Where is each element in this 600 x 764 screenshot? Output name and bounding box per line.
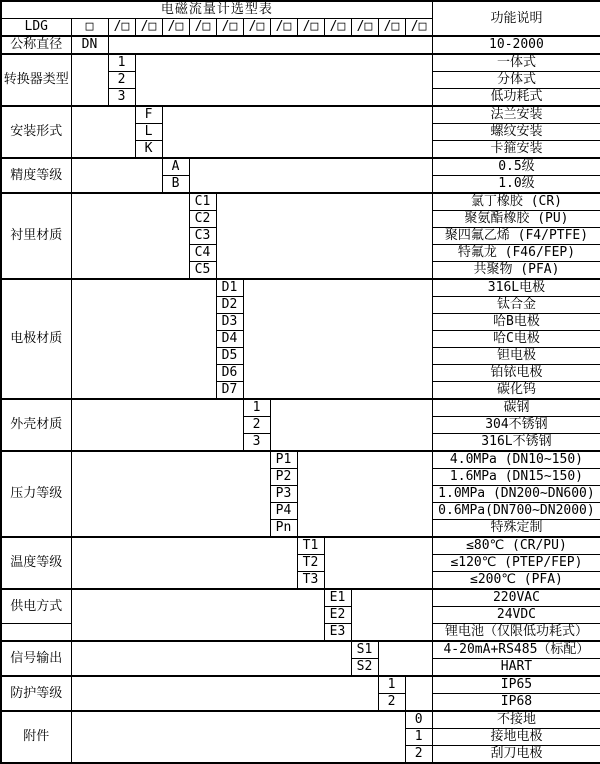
category-label: 外壳材质 xyxy=(1,399,71,451)
function-desc-cell: 共聚物 (PFA) xyxy=(432,262,600,280)
code-cell: D3 xyxy=(216,314,243,331)
code-cell: C1 xyxy=(189,193,216,211)
spacer-cell-right xyxy=(216,193,432,279)
selection-table-body xyxy=(1,1,600,763)
function-desc-cell: ≤120℃ (PTEP/FEP) xyxy=(432,555,600,572)
function-desc-cell: 316L不锈钢 xyxy=(432,434,600,452)
function-desc-cell: 钛合金 xyxy=(432,297,600,314)
code-cell: D2 xyxy=(216,297,243,314)
model-slot-cell: /□ xyxy=(270,19,297,37)
category-label: 压力等级 xyxy=(1,451,71,537)
spacer-cell-right xyxy=(270,399,432,451)
function-desc-cell: 接地电极 xyxy=(432,729,600,746)
model-slot-cell: /□ xyxy=(297,19,324,37)
code-cell: A xyxy=(162,158,189,176)
spacer-cell-right xyxy=(189,158,432,193)
code-cell: 3 xyxy=(243,434,270,452)
model-slot-cell: /□ xyxy=(135,19,162,37)
function-desc-cell: 4-20mA+RS485（标配） xyxy=(432,641,600,659)
spacer-cell-right xyxy=(243,279,432,399)
function-desc-cell: 24VDC xyxy=(432,607,600,624)
code-cell: 3 xyxy=(108,89,135,107)
spacer-cell-right xyxy=(378,641,432,676)
model-slot-cell: /□ xyxy=(162,19,189,37)
function-desc-cell: 1.0MPa (DN200~DN600) xyxy=(432,486,600,503)
code-cell: C3 xyxy=(189,228,216,245)
category-label: 供电方式 xyxy=(1,589,71,624)
code-cell: E3 xyxy=(324,624,351,642)
function-desc-cell: HART xyxy=(432,659,600,677)
code-cell: T3 xyxy=(297,572,324,590)
code-cell: E2 xyxy=(324,607,351,624)
code-cell: Pn xyxy=(270,520,297,538)
function-desc-cell: 钽电极 xyxy=(432,348,600,365)
spacer-cell-right xyxy=(351,589,432,641)
category-label: 附件 xyxy=(1,711,71,763)
function-desc-cell: 1.6MPa (DN15~150) xyxy=(432,469,600,486)
spacer-cell-left xyxy=(71,279,216,399)
model-slot-cell: /□ xyxy=(189,19,216,37)
function-desc-cell: 螺纹安装 xyxy=(432,124,600,141)
code-cell: S1 xyxy=(351,641,378,659)
function-desc-cell: 法兰安装 xyxy=(432,106,600,124)
function-desc-cell: 刮刀电极 xyxy=(432,746,600,764)
code-cell: E1 xyxy=(324,589,351,607)
spacer-cell-right xyxy=(324,537,432,589)
function-desc-cell: 304不锈钢 xyxy=(432,417,600,434)
function-desc-cell: ≤80℃ (CR/PU) xyxy=(432,537,600,555)
code-cell: P2 xyxy=(270,469,297,486)
function-desc-cell: 1.0级 xyxy=(432,176,600,194)
spacer-cell-left xyxy=(71,399,243,451)
function-desc-cell: 特殊定制 xyxy=(432,520,600,538)
code-cell: 0 xyxy=(405,711,432,729)
spacer-cell-left xyxy=(71,676,378,711)
function-desc-cell: 锂电池（仅限低功耗式） xyxy=(432,624,600,642)
function-desc-cell: 哈C电极 xyxy=(432,331,600,348)
spacer-cell-right xyxy=(405,676,432,711)
code-cell: 2 xyxy=(243,417,270,434)
spacer-cell-left xyxy=(71,537,297,589)
function-desc-cell: ≤200℃ (PFA) xyxy=(432,572,600,590)
code-cell: 1 xyxy=(108,54,135,72)
function-desc-cell: IP65 xyxy=(432,676,600,694)
function-desc-cell: 氯丁橡胶 (CR) xyxy=(432,193,600,211)
category-label: 公称直径 xyxy=(1,36,71,54)
code-cell: 2 xyxy=(405,746,432,764)
code-cell: D5 xyxy=(216,348,243,365)
function-desc-cell: 碳钢 xyxy=(432,399,600,417)
spacer-cell-left xyxy=(71,711,405,763)
spacer-cell-left xyxy=(71,106,135,158)
function-desc-cell: 316L电极 xyxy=(432,279,600,297)
category-label: 转换器类型 xyxy=(1,54,71,106)
code-cell: T2 xyxy=(297,555,324,572)
spacer-cell-left xyxy=(71,589,324,641)
code-cell: L xyxy=(135,124,162,141)
spacer-cell-right xyxy=(162,106,432,158)
model-slot-cell: /□ xyxy=(324,19,351,37)
code-cell: F xyxy=(135,106,162,124)
category-label: 安装形式 xyxy=(1,106,71,158)
code-cell: K xyxy=(135,141,162,159)
code-cell: C4 xyxy=(189,245,216,262)
category-label: 电极材质 xyxy=(1,279,71,399)
spacer-cell-left xyxy=(71,193,189,279)
function-desc-cell: 不接地 xyxy=(432,711,600,729)
code-cell: B xyxy=(162,176,189,194)
function-desc-cell: 铂铱电极 xyxy=(432,365,600,382)
code-cell: D4 xyxy=(216,331,243,348)
code-cell: S2 xyxy=(351,659,378,677)
model-slot-cell: /□ xyxy=(216,19,243,37)
function-column-header: 功能说明 xyxy=(432,1,600,36)
function-desc-cell: 分体式 xyxy=(432,72,600,89)
spacer-cell-left xyxy=(71,158,162,193)
category-label: 精度等级 xyxy=(1,158,71,193)
function-desc-cell: 0.5级 xyxy=(432,158,600,176)
function-desc-cell: 特氟龙 (F46/FEP) xyxy=(432,245,600,262)
code-cell: D7 xyxy=(216,382,243,400)
code-cell: 1 xyxy=(405,729,432,746)
code-cell: T1 xyxy=(297,537,324,555)
code-cell: C2 xyxy=(189,211,216,228)
category-label: 防护等级 xyxy=(1,676,71,711)
code-cell: 2 xyxy=(108,72,135,89)
model-box-cell: □ xyxy=(71,19,108,37)
function-desc-cell: 碳化钨 xyxy=(432,382,600,400)
spacer-cell-right xyxy=(135,54,432,106)
model-slot-cell: /□ xyxy=(351,19,378,37)
code-cell: DN xyxy=(71,36,108,54)
empty-label-cell xyxy=(1,624,71,642)
function-desc-cell: 4.0MPa (DN10~150) xyxy=(432,451,600,469)
function-desc-cell: IP68 xyxy=(432,694,600,712)
code-cell: P3 xyxy=(270,486,297,503)
spacer-cell-left xyxy=(71,641,351,676)
spacer-cell-left xyxy=(71,54,108,106)
model-slot-cell: /□ xyxy=(108,19,135,37)
spacer-cell-left xyxy=(71,451,270,537)
function-desc-cell: 哈B电极 xyxy=(432,314,600,331)
spacer-cell-right xyxy=(297,451,432,537)
model-slot-cell: /□ xyxy=(378,19,405,37)
function-desc-cell: 220VAC xyxy=(432,589,600,607)
model-slot-cell: /□ xyxy=(405,19,432,37)
spacer-cell-right xyxy=(108,36,432,54)
function-desc-cell: 10-2000 xyxy=(432,36,600,54)
function-desc-cell: 聚四氟乙烯 (F4/PTFE) xyxy=(432,228,600,245)
code-cell: C5 xyxy=(189,262,216,280)
table-title: 电磁流量计选型表 xyxy=(1,1,432,19)
code-cell: P4 xyxy=(270,503,297,520)
code-cell: D6 xyxy=(216,365,243,382)
model-prefix-cell: LDG xyxy=(1,19,71,37)
category-label: 衬里材质 xyxy=(1,193,71,279)
category-label: 温度等级 xyxy=(1,537,71,589)
function-desc-cell: 一体式 xyxy=(432,54,600,72)
function-desc-cell: 卡箍安装 xyxy=(432,141,600,159)
code-cell: D1 xyxy=(216,279,243,297)
function-desc-cell: 0.6MPa(DN700~DN2000) xyxy=(432,503,600,520)
code-cell: P1 xyxy=(270,451,297,469)
function-desc-cell: 聚氨酯橡胶 (PU) xyxy=(432,211,600,228)
code-cell: 2 xyxy=(378,694,405,712)
function-desc-cell: 低功耗式 xyxy=(432,89,600,107)
code-cell: 1 xyxy=(243,399,270,417)
category-label: 信号输出 xyxy=(1,641,71,676)
model-slot-cell: /□ xyxy=(243,19,270,37)
code-cell: 1 xyxy=(378,676,405,694)
